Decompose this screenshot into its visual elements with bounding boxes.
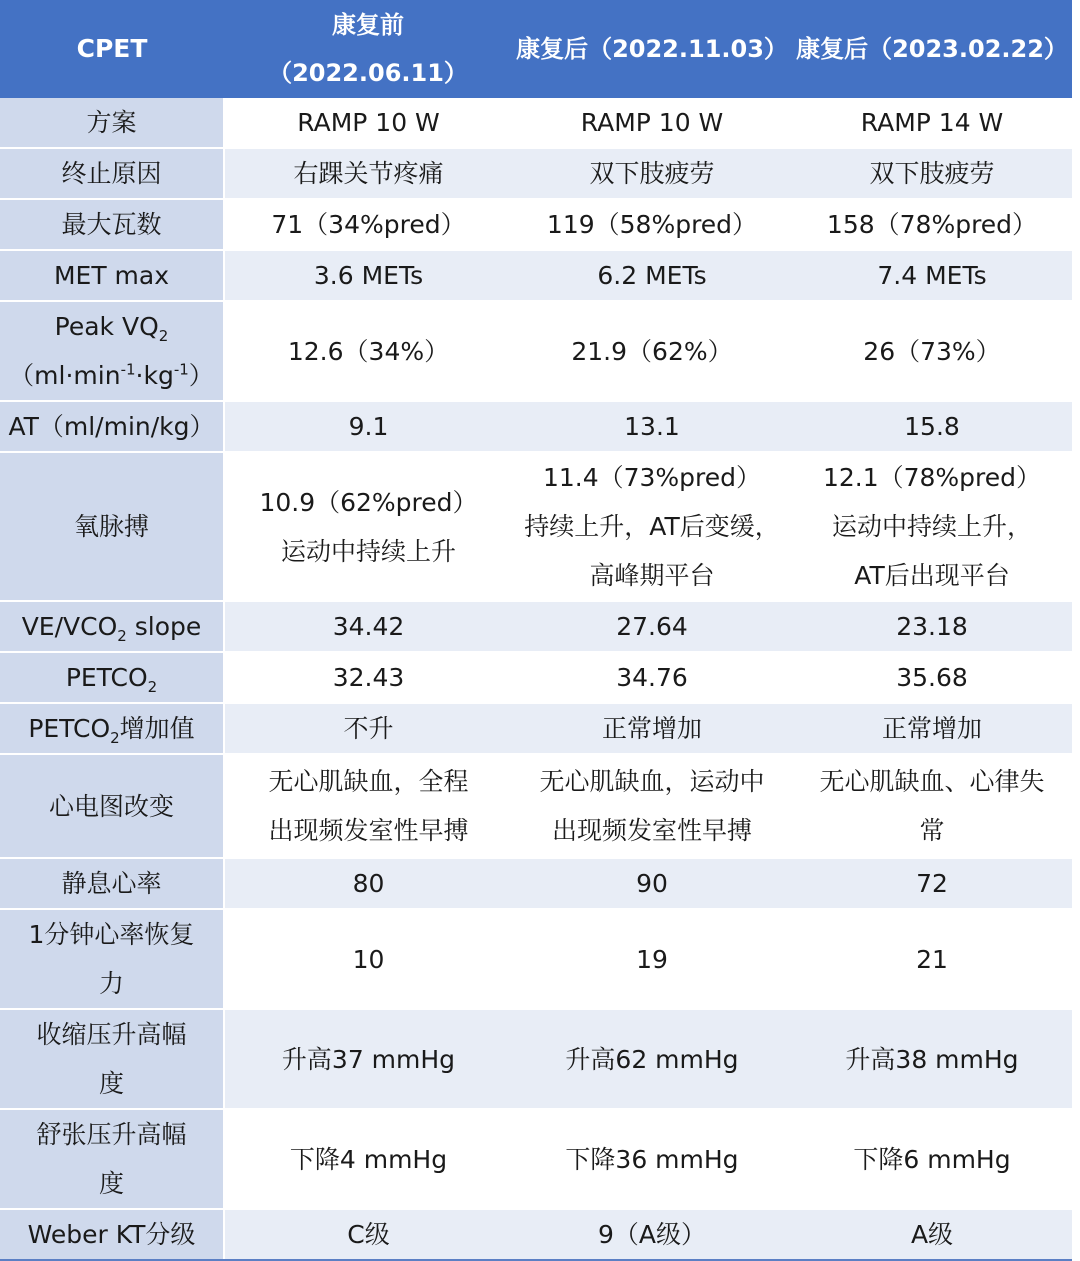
row-label: 静息心率 <box>0 858 224 909</box>
cell-after-1: 6.2 METs <box>512 250 792 301</box>
cell-after-2: 158（78%pred） <box>792 199 1072 250</box>
row-label: $VE/VCO_2$ slope <box>0 601 224 652</box>
cell-line: 11.4（73%pred） <box>542 463 762 492</box>
cell-after-2: 双下肢疲劳 <box>792 148 1072 199</box>
cell-before <box>224 754 512 858</box>
row-label: 方案 <box>0 98 224 148</box>
cell-line: 12.1（78%pred） <box>822 463 1042 492</box>
cell-line: 出现频发室性早搏 <box>551 816 752 845</box>
header-after-rehab-1: 康复后（2022.11.03） <box>512 0 792 98</box>
row-sbp-change <box>0 1009 1072 1109</box>
cell-line: 无心肌缺血、心律失 <box>819 767 1045 796</box>
cell-after-1: 双下肢疲劳 <box>512 148 792 199</box>
cell-line: 运动中持续上升， <box>831 512 1032 541</box>
row-dbp-change <box>0 1109 1072 1209</box>
cell-after-2: 15.8 <box>792 401 1072 452</box>
cell-before: 不升 <box>224 703 512 754</box>
cell-after-2: 升高38 mmHg <box>792 1009 1072 1109</box>
cell-after-1: 119（58%pred） <box>512 199 792 250</box>
cell-after-1: 9（A级） <box>512 1209 792 1260</box>
row-petco2-increase <box>0 703 1072 754</box>
row-weber-class <box>0 1209 1072 1260</box>
cell-after-2: 72 <box>792 858 1072 909</box>
cell-after-1: 21.9（62%） <box>512 301 792 401</box>
header-after-rehab-2: 康复后（2023.02.22） <box>792 0 1072 98</box>
cell-after-2 <box>792 452 1072 601</box>
cell-before: 71（34%pred） <box>224 199 512 250</box>
cell-after-2: 21 <box>792 909 1072 1009</box>
row-ecg-change <box>0 754 1072 858</box>
row-label <box>0 1009 224 1109</box>
row-label: Weber KT分级 <box>0 1209 224 1260</box>
cell-before: 3.6 METs <box>224 250 512 301</box>
row-label: $PETCO_2$增加值 <box>0 703 224 754</box>
cell-before: 升高37 mmHg <box>224 1009 512 1109</box>
cell-after-1 <box>512 754 792 858</box>
cell-after-2: 35.68 <box>792 652 1072 703</box>
cell-line: 无心肌缺血，运动中 <box>539 767 765 796</box>
cell-line: 高峰期平台 <box>589 561 715 590</box>
row-resting-hr <box>0 858 1072 909</box>
row-label-line: Peak $VQ_2$ <box>54 312 169 345</box>
table-body <box>0 98 1072 1260</box>
cell-after-1: 19 <box>512 909 792 1009</box>
row-hr-recovery <box>0 909 1072 1009</box>
cell-before: 下降4 mmHg <box>224 1109 512 1209</box>
cell-before: 80 <box>224 858 512 909</box>
row-label-line: 力 <box>98 969 124 998</box>
row-label-line: 度 <box>98 1069 124 1098</box>
cell-after-2: 正常增加 <box>792 703 1072 754</box>
row-label: MET max <box>0 250 224 301</box>
cell-after-2: 23.18 <box>792 601 1072 652</box>
cell-before: C级 <box>224 1209 512 1260</box>
header-before-rehab-title: 康复前 <box>332 11 404 39</box>
row-label <box>0 1109 224 1209</box>
cell-line: 无心肌缺血，全程 <box>268 767 469 796</box>
cell-before <box>224 452 512 601</box>
cell-after-1: 13.1 <box>512 401 792 452</box>
header-cpet: CPET <box>0 0 224 98</box>
row-label <box>0 301 224 401</box>
cell-before: 9.1 <box>224 401 512 452</box>
row-label: 氧脉搏 <box>0 452 224 601</box>
cell-line: 常 <box>919 816 945 845</box>
header-before-rehab-date: （2022.06.11） <box>268 59 468 87</box>
cell-after-1 <box>512 452 792 601</box>
header-row <box>0 0 1072 98</box>
row-label <box>0 909 224 1009</box>
row-label-line: 度 <box>98 1169 124 1198</box>
row-label: $PETCO_2$ <box>0 652 224 703</box>
cell-after-1: 升高62 mmHg <box>512 1009 792 1109</box>
cell-after-1: 34.76 <box>512 652 792 703</box>
cell-before: 32.43 <box>224 652 512 703</box>
row-oxygen-pulse <box>0 452 1072 601</box>
cell-after-1: 27.64 <box>512 601 792 652</box>
cell-line: 运动中持续上升 <box>280 536 456 566</box>
cell-line: 出现频发室性早搏 <box>268 816 469 845</box>
row-at <box>0 401 1072 452</box>
cell-after-2: 下降6 mmHg <box>792 1109 1072 1209</box>
cell-after-2: A级 <box>792 1209 1072 1260</box>
cell-after-2: 26（73%） <box>792 301 1072 401</box>
row-label: 最大瓦数 <box>0 199 224 250</box>
row-met-max <box>0 250 1072 301</box>
cell-line: 持续上升，AT后变缓， <box>524 512 780 541</box>
cell-before: 34.42 <box>224 601 512 652</box>
cell-before: 12.6（34%） <box>224 301 512 401</box>
row-petco2 <box>0 652 1072 703</box>
cell-after-1: 正常增加 <box>512 703 792 754</box>
row-label: 终止原因 <box>0 148 224 199</box>
cell-line: AT后出现平台 <box>854 561 1010 590</box>
cell-after-2: RAMP 14 W <box>792 98 1072 148</box>
row-label-line: 舒张压升高幅 <box>36 1120 187 1149</box>
table-header <box>0 0 1072 98</box>
cell-line: 10.9（62%pred） <box>259 487 478 517</box>
row-peak-vo2 <box>0 301 1072 401</box>
row-label: 心电图改变 <box>0 754 224 858</box>
cell-before: 右踝关节疼痛 <box>224 148 512 199</box>
cell-before: RAMP 10 W <box>224 98 512 148</box>
row-label-line: 收缩压升高幅 <box>36 1020 187 1049</box>
cell-after-1: RAMP 10 W <box>512 98 792 148</box>
cell-after-1: 90 <box>512 858 792 909</box>
row-label: AT（ml/min/kg） <box>0 401 224 452</box>
header-before-rehab <box>224 0 512 98</box>
row-plan <box>0 98 1072 148</box>
row-ve-vco2-slope <box>0 601 1072 652</box>
cell-before: 10 <box>224 909 512 1009</box>
cell-after-1: 下降36 mmHg <box>512 1109 792 1209</box>
cell-after-2: 7.4 METs <box>792 250 1072 301</box>
row-max-watts <box>0 199 1072 250</box>
row-label-unit: $(ml\cdot\min^{-1}\cdot kg^{-1})$ <box>9 360 214 390</box>
cell-after-2 <box>792 754 1072 858</box>
row-stop-reason <box>0 148 1072 199</box>
row-label-line: 1分钟心率恢复 <box>28 920 195 949</box>
